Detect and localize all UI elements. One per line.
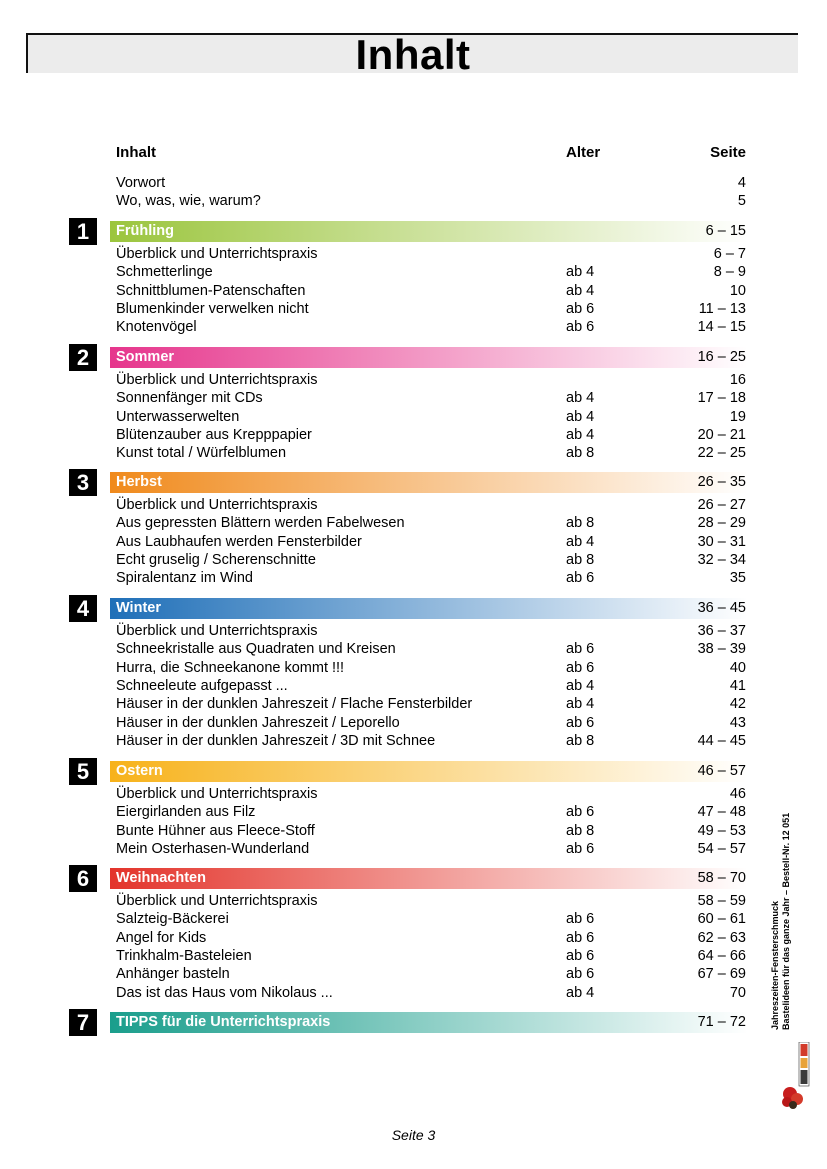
- item-pages: 38 – 39: [697, 641, 746, 658]
- list-item: [116, 732, 746, 750]
- section-bar: [110, 761, 748, 782]
- list-item: [116, 282, 746, 300]
- item-pages: 67 – 69: [697, 966, 746, 983]
- item-age: ab 8: [566, 445, 595, 462]
- list-item: [116, 965, 746, 983]
- item-title: Kunst total / Würfelblumen: [116, 445, 287, 462]
- item-title: Blütenzauber aus Krepppapier: [116, 426, 312, 443]
- item-pages: 47 – 48: [697, 804, 746, 821]
- item-age: ab 4: [566, 408, 595, 425]
- item-pages: 58 – 59: [697, 893, 746, 909]
- list-item: [116, 192, 746, 210]
- list-item: [116, 245, 746, 263]
- item-title: Bunte Hühner aus Fleece-Stoff: [116, 822, 315, 839]
- item-title: Knotenvögel: [116, 319, 197, 336]
- list-item: [116, 318, 746, 336]
- item-pages: 8 – 9: [713, 264, 746, 281]
- item-title: Schneekristalle aus Quadraten und Kreisen: [116, 641, 396, 658]
- item-title: Überblick und Unterrichtspraxis: [116, 497, 318, 513]
- item-pages: 35: [729, 570, 746, 587]
- section-number: 7: [69, 1009, 97, 1036]
- item-age: ab 6: [566, 911, 595, 928]
- list-item: [116, 929, 746, 947]
- section-pages: 16 – 25: [697, 349, 746, 365]
- list-item: [116, 640, 746, 658]
- item-title: Aus Laubhaufen werden Fensterbilder: [116, 533, 362, 550]
- item-pages: 36 – 37: [697, 623, 746, 639]
- item-title: Überblick und Unterrichtspraxis: [116, 246, 318, 262]
- section-bar: [110, 221, 748, 242]
- list-item: [116, 569, 746, 587]
- item-age: ab 4: [566, 282, 595, 299]
- page-footer: Seite 3: [391, 1127, 436, 1143]
- item-age: ab 6: [566, 804, 595, 821]
- item-title: Überblick und Unterrichtspraxis: [116, 623, 318, 639]
- item-pages: 28 – 29: [697, 515, 746, 532]
- list-item: [116, 622, 746, 640]
- item-title: Überblick und Unterrichtspraxis: [116, 372, 318, 388]
- section-bar: [110, 347, 748, 368]
- item-age: ab 6: [566, 641, 595, 658]
- list-item: [116, 677, 746, 695]
- item-pages: 62 – 63: [697, 929, 746, 946]
- section-pages: 71 – 72: [697, 1014, 746, 1030]
- item-pages: 64 – 66: [697, 947, 746, 964]
- item-pages: 26 – 27: [697, 497, 746, 513]
- section-title: Winter: [116, 600, 161, 616]
- item-pages: 43: [729, 714, 746, 731]
- item-age: ab 4: [566, 390, 595, 407]
- item-title: Aus gepressten Blättern werden Fabelwesen: [116, 515, 405, 532]
- list-item: [116, 551, 746, 569]
- item-title: Schnittblumen-Patenschaften: [116, 282, 306, 299]
- section-title: Sommer: [116, 349, 175, 365]
- item-pages: 44 – 45: [697, 732, 746, 749]
- section-bar: [110, 1012, 748, 1033]
- list-item: [116, 822, 746, 840]
- item-title: Häuser in der dunklen Jahreszeit / 3D mit Schnee: [116, 732, 436, 749]
- section-pages: 6 – 15: [705, 223, 746, 239]
- item-age: ab 4: [566, 426, 595, 443]
- item-title: Mein Osterhasen-Wunderland: [116, 840, 310, 857]
- item-age: ab 6: [566, 947, 595, 964]
- sidebar-book-info: [770, 813, 792, 1030]
- item-age: ab 8: [566, 822, 595, 839]
- item-pages: 41: [729, 677, 746, 694]
- section-bar: [110, 868, 748, 889]
- item-pages: 60 – 61: [697, 911, 746, 928]
- section-pages: 46 – 57: [697, 763, 746, 779]
- item-pages: 49 – 53: [697, 822, 746, 839]
- list-item: [116, 514, 746, 532]
- item-age: ab 6: [566, 659, 595, 676]
- item-pages: 22 – 25: [697, 445, 746, 462]
- item-title: Hurra, die Schneekanone kommt !!!: [116, 659, 345, 676]
- item-pages: 42: [729, 696, 746, 713]
- title-bar: [26, 31, 798, 78]
- section-bar: [110, 598, 748, 619]
- item-title: Das ist das Haus vom Nikolaus ...: [116, 984, 333, 1001]
- item-age: ab 6: [566, 966, 595, 983]
- item-pages: 70: [729, 984, 746, 1001]
- section-title: TIPPS für die Unterrichtspraxis: [116, 1014, 331, 1030]
- list-item: [116, 714, 746, 732]
- item-pages: 46: [729, 786, 746, 802]
- list-item: [116, 785, 746, 803]
- item-pages: 54 – 57: [697, 840, 746, 857]
- item-pages: 5: [737, 193, 746, 209]
- publisher-logo: [780, 1042, 810, 1110]
- list-item: [116, 263, 746, 281]
- header-page: Seite: [710, 144, 746, 161]
- item-pages: 16: [729, 372, 746, 388]
- section-title: Weihnachten: [116, 870, 206, 886]
- section-number: 5: [69, 758, 97, 785]
- item-title: Schmetterlinge: [116, 264, 213, 281]
- list-item: [116, 984, 746, 1002]
- list-item: [116, 444, 746, 462]
- section-number: 2: [69, 344, 97, 371]
- section-title: Herbst: [116, 474, 162, 490]
- section-pages: 58 – 70: [697, 870, 746, 886]
- item-pages: 4: [737, 175, 746, 191]
- item-pages: 32 – 34: [697, 551, 746, 568]
- section-pages: 26 – 35: [697, 474, 746, 490]
- item-title: Wo, was, wie, warum?: [116, 193, 261, 209]
- item-title: Unterwasserwelten: [116, 408, 240, 425]
- item-title: Blumenkinder verwelken nicht: [116, 300, 309, 317]
- item-title: Angel for Kids: [116, 929, 207, 946]
- item-pages: 11 – 13: [698, 300, 746, 317]
- list-item: [116, 947, 746, 965]
- section-title: Ostern: [116, 763, 163, 779]
- item-pages: 14 – 15: [697, 319, 746, 336]
- item-title: Vorwort: [116, 175, 166, 191]
- item-age: ab 8: [566, 732, 595, 749]
- item-age: ab 4: [566, 696, 595, 713]
- item-title: Eiergirlanden aus Filz: [116, 804, 256, 821]
- item-age: ab 4: [566, 984, 595, 1001]
- item-title: Häuser in der dunklen Jahreszeit / Leporello: [116, 714, 400, 731]
- item-age: ab 6: [566, 319, 595, 336]
- item-title: Überblick und Unterrichtspraxis: [116, 893, 318, 909]
- item-age: ab 8: [566, 515, 595, 532]
- item-title: Spiralentanz im Wind: [116, 570, 253, 587]
- list-item: [116, 300, 746, 318]
- item-age: ab 8: [566, 551, 595, 568]
- item-title: Schneeleute aufgepasst ...: [116, 677, 288, 694]
- item-age: ab 6: [566, 300, 595, 317]
- header-age: Alter: [566, 144, 601, 161]
- item-pages: 20 – 21: [697, 426, 746, 443]
- item-age: ab 6: [566, 570, 595, 587]
- item-title: Häuser in der dunklen Jahreszeit / Flache Fensterbilder: [116, 696, 473, 713]
- section-number: 1: [69, 218, 97, 245]
- list-item: [116, 659, 746, 677]
- list-item: [116, 695, 746, 713]
- section-number: 4: [69, 595, 97, 622]
- item-title: Anhänger basteln: [116, 966, 230, 983]
- section-bar: [110, 472, 748, 493]
- section-title: Frühling: [116, 223, 174, 239]
- item-title: Überblick und Unterrichtspraxis: [116, 786, 318, 802]
- sidebar-line-2: Bastelideen für das ganze Jahr – Bestell-Nr. 12 051: [781, 812, 791, 1030]
- sidebar-line-1: Jahreszeiten-Fensterschmuck: [770, 900, 780, 1030]
- item-age: ab 6: [566, 929, 595, 946]
- section-number: 3: [69, 469, 97, 496]
- item-title: Salzteig-Bäckerei: [116, 911, 229, 928]
- item-pages: 6 – 7: [713, 246, 746, 262]
- item-age: ab 4: [566, 264, 595, 281]
- list-item: [116, 803, 746, 821]
- section-pages: 36 – 45: [697, 600, 746, 616]
- list-item: [116, 174, 746, 192]
- item-pages: 10: [729, 282, 746, 299]
- list-item: [116, 533, 746, 551]
- list-item: [116, 389, 746, 407]
- item-title: Trinkhalm-Basteleien: [116, 947, 252, 964]
- section-number: 6: [69, 865, 97, 892]
- header-content: Inhalt: [116, 144, 156, 161]
- list-item: [116, 892, 746, 910]
- item-title: Sonnenfänger mit CDs: [116, 390, 263, 407]
- list-item: [116, 408, 746, 426]
- item-title: Echt gruselig / Scherenschnitte: [116, 551, 316, 568]
- item-pages: 17 – 18: [697, 390, 746, 407]
- item-age: ab 4: [566, 677, 595, 694]
- item-age: ab 6: [566, 714, 595, 731]
- item-age: ab 6: [566, 840, 595, 857]
- item-pages: 19: [729, 408, 746, 425]
- list-item: [116, 496, 746, 514]
- item-pages: 40: [729, 659, 746, 676]
- item-age: ab 4: [566, 533, 595, 550]
- list-item: [116, 840, 746, 858]
- list-item: [116, 371, 746, 389]
- list-item: [116, 426, 746, 444]
- list-item: [116, 910, 746, 928]
- page-title: Inhalt: [355, 31, 471, 78]
- item-pages: 30 – 31: [697, 533, 746, 550]
